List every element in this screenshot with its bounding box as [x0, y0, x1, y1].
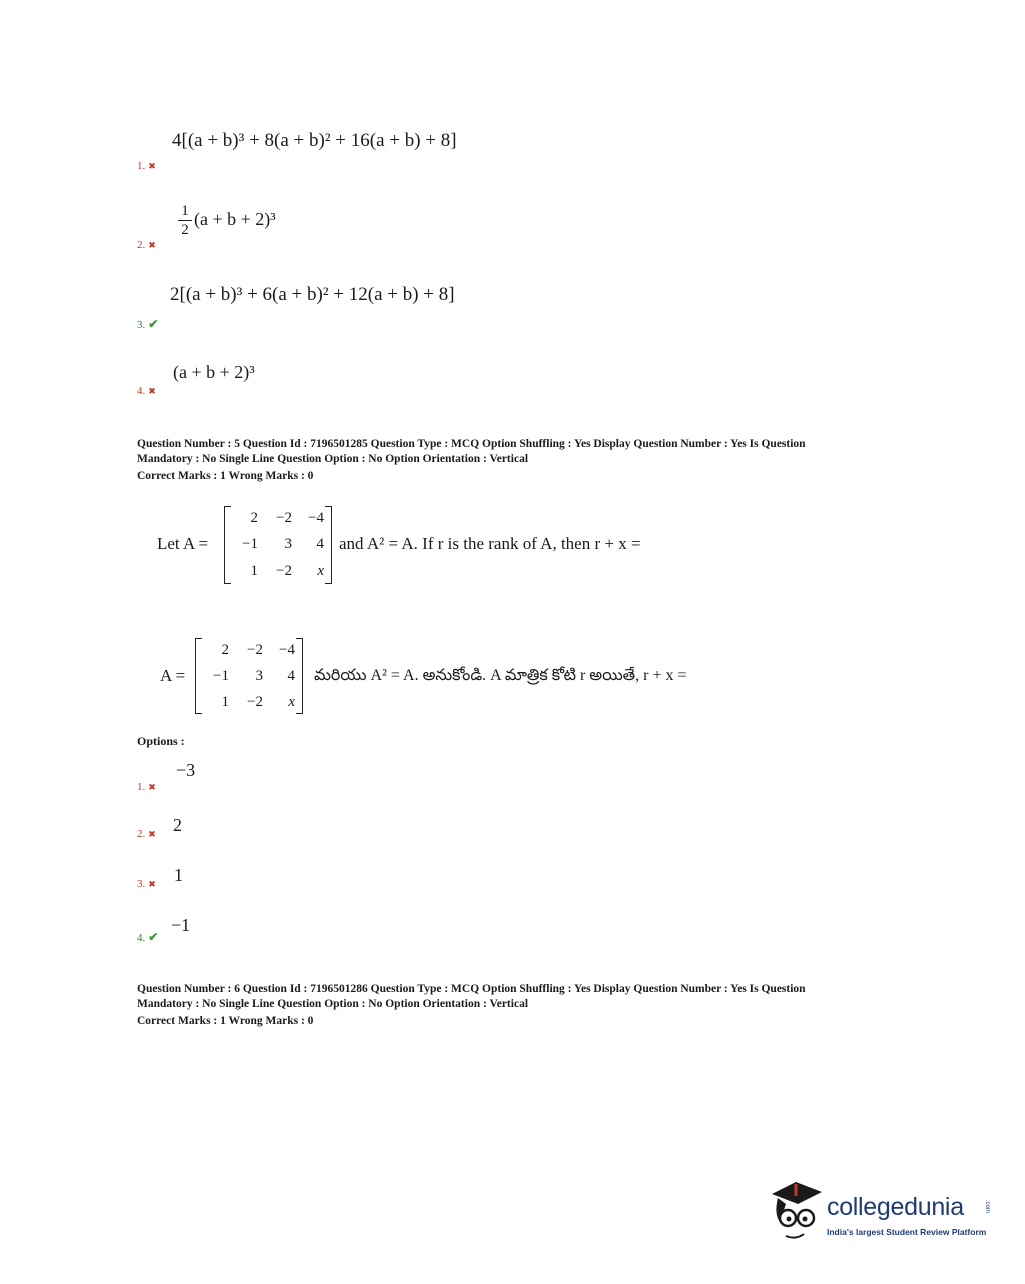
matrix-a-telugu: [195, 638, 303, 714]
matrix-cell: −4: [308, 510, 324, 526]
prev-option-3-number: [137, 317, 158, 332]
q5-option-1-number: [137, 781, 156, 793]
q5-option-3-number: [137, 878, 156, 890]
cross-mark-icon: ✖: [148, 385, 156, 396]
matrix-cell: 4: [287, 668, 295, 684]
option-number: 1.: [137, 781, 146, 793]
question-6-meta: [137, 982, 877, 1029]
question-5-english-prefix: Let A =: [157, 534, 209, 553]
prev-option-4-number: [137, 385, 156, 397]
option-number: 4.: [137, 931, 146, 944]
fraction-numerator: 1: [181, 203, 189, 219]
matrix-a-english: [224, 506, 332, 584]
matrix-cell: −2: [276, 563, 292, 579]
option-number: 1.: [137, 160, 146, 172]
question-5-meta-line-1: Question Number : 5 Question Id : 7196501285 Question Type : MCQ Option Shuffling : Yes Display Question Number : Yes Is Question: [137, 438, 806, 450]
question-5-english-suffix: and A² = A. If r is the rank of A, then r + x =: [339, 534, 641, 553]
matrix-cell: 4: [316, 536, 324, 552]
question-5-meta-line-3: Correct Marks : 1 Wrong Marks : 0: [137, 470, 314, 482]
check-mark-icon: ✔: [148, 317, 159, 331]
question-5-meta-line-2: Mandatory : No Single Line Question Option : No Option Orientation : Vertical: [137, 453, 529, 465]
option-number: 4.: [137, 385, 146, 397]
option-number: 3.: [137, 878, 146, 890]
options-label: Options :: [137, 734, 185, 748]
cross-mark-icon: ✖: [148, 828, 156, 839]
matrix-right-bracket: [296, 638, 303, 714]
prev-option-2-fraction: [176, 203, 194, 238]
q5-option-2-value: 2: [173, 815, 182, 835]
option-number: 3.: [137, 318, 146, 331]
prev-option-1-number: [137, 160, 156, 172]
matrix-cell: −1: [242, 536, 258, 552]
q5-option-1-value: −3: [176, 760, 196, 780]
matrix-cell: −2: [247, 694, 263, 710]
check-mark-icon: ✔: [148, 930, 159, 944]
cross-mark-icon: ✖: [148, 160, 156, 171]
brand-tagline: India's largest Student Review Platform: [827, 1227, 987, 1237]
matrix-cell: −1: [213, 668, 229, 684]
graduate-mascot-icon: [766, 1176, 828, 1242]
cross-mark-icon: ✖: [148, 878, 156, 889]
question-6-meta-line-1: Question Number : 6 Question Id : 7196501286 Question Type : MCQ Option Shuffling : Yes Display Question Number : Yes Is Question: [137, 983, 806, 995]
q5-option-4-value: −1: [171, 915, 191, 935]
prev-option-2-number: [137, 239, 156, 251]
question-5-meta: [137, 437, 877, 484]
matrix-cell: x: [288, 694, 295, 710]
matrix-cell: 2: [221, 642, 229, 658]
prev-option-2-expression: (a + b + 2)³: [194, 209, 276, 229]
cross-mark-icon: ✖: [148, 239, 156, 250]
question-5-telugu-prefix: A =: [160, 666, 186, 685]
question-6-meta-line-3: Correct Marks : 1 Wrong Marks : 0: [137, 1015, 314, 1027]
q5-option-3-value: 1: [174, 865, 183, 885]
prev-option-4-expression: (a + b + 2)³: [173, 362, 255, 382]
q5-option-4-number: [137, 930, 158, 945]
prev-option-1-expression: 4[(a + b)³ + 8(a + b)² + 16(a + b) + 8]: [172, 130, 457, 151]
fraction-denominator: 2: [181, 222, 189, 238]
q5-option-2-number: [137, 828, 156, 840]
matrix-right-bracket: [325, 506, 332, 584]
option-number: 2.: [137, 239, 146, 251]
question-6-meta-line-2: Mandatory : No Single Line Question Option : No Option Orientation : Vertical: [137, 998, 529, 1010]
matrix-cell: −2: [247, 642, 263, 658]
matrix-cell: −2: [276, 510, 292, 526]
option-number: 2.: [137, 828, 146, 840]
cross-mark-icon: ✖: [148, 781, 156, 792]
matrix-cell: −4: [279, 642, 295, 658]
matrix-cell: x: [317, 563, 324, 579]
question-5-telugu-suffix: మరియు A² = A. అనుకోండి. A మాత్రిక కోటి r అయితే, r + x =: [314, 667, 687, 684]
prev-option-3-expression: 2[(a + b)³ + 6(a + b)² + 12(a + b) + 8]: [170, 284, 455, 305]
matrix-cell: 1: [221, 694, 229, 710]
matrix-cell: 3: [284, 536, 292, 552]
brand-name: collegedunia: [827, 1193, 964, 1221]
matrix-cell: 3: [255, 668, 263, 684]
matrix-cell: 2: [250, 510, 258, 526]
matrix-cell: 1: [250, 563, 258, 579]
brand-suffix: .com: [984, 1200, 990, 1214]
